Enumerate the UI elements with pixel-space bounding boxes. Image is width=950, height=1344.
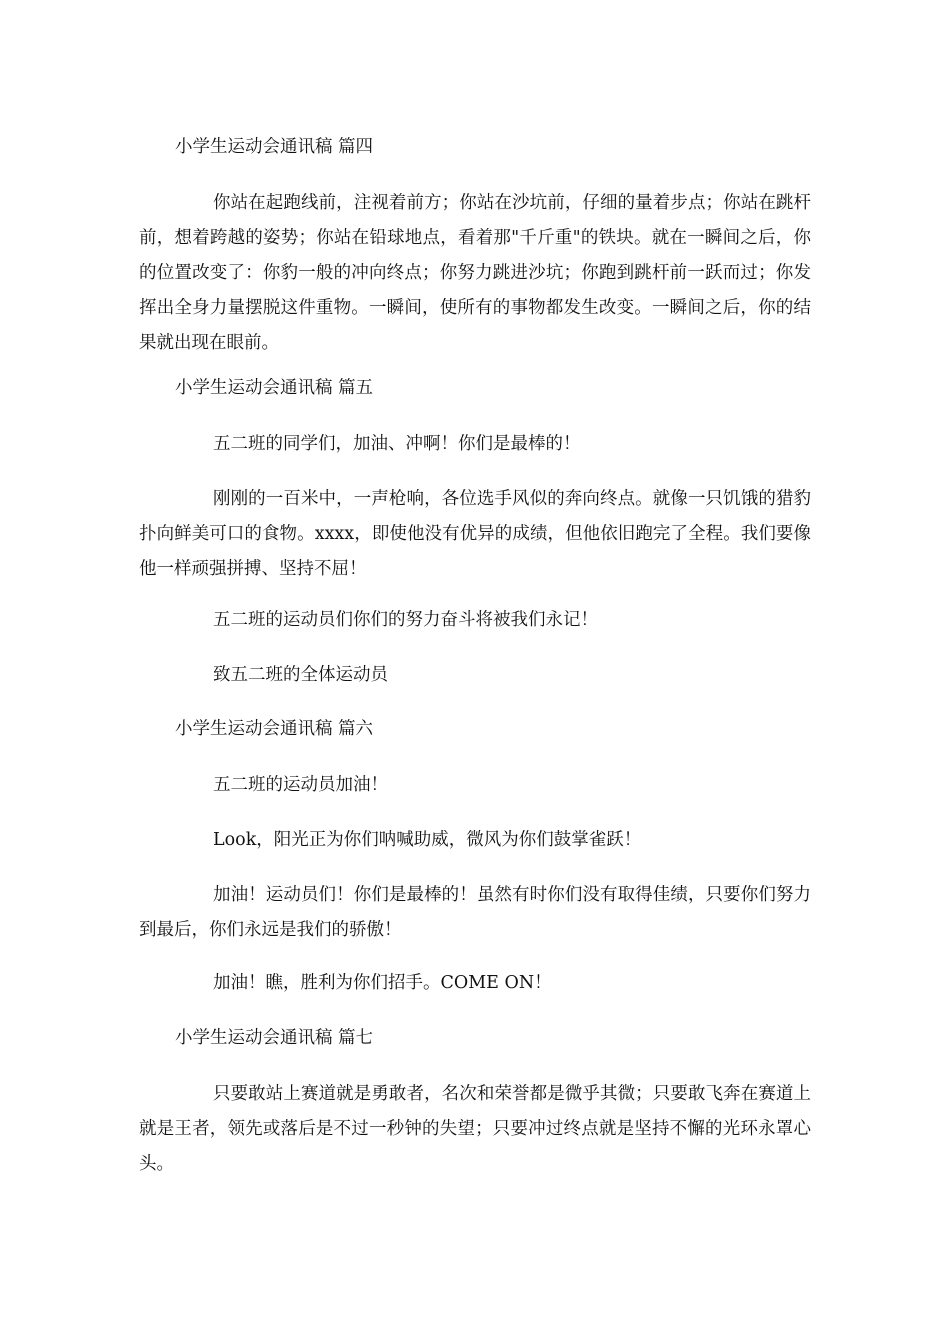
section-heading-6: 小学生运动会通讯稿 篇六 xyxy=(175,719,374,739)
section-6-paragraph-3: 加油！运动员们！你们是最棒的！虽然有时你们没有取得佳绩，只要你们努力到最后，你们永远是我们的骄傲！ xyxy=(139,885,811,940)
section-6-paragraph-4: 加油！瞧，胜利为你们招手。COME ON！ xyxy=(213,973,552,993)
section-5-paragraph-4: 致五二班的全体运动员 xyxy=(213,665,388,685)
section-6-paragraph-2: Look，阳光正为你们呐喊助威，微风为你们鼓掌雀跃！ xyxy=(213,830,642,850)
section-heading-4: 小学生运动会通讯稿 篇四 xyxy=(175,137,374,157)
section-7-paragraph-1: 只要敢站上赛道就是勇敢者，名次和荣誉都是微乎其微；只要敢飞奔在赛道上就是王者，领先或落后是不过一秒钟的失望；只要冲过终点就是坚持不懈的光环永罩心头。 xyxy=(139,1084,811,1174)
section-6-paragraph-1: 五二班的运动员加油！ xyxy=(213,775,388,795)
section-5-paragraph-2: 刚刚的一百米中，一声枪响，各位选手风似的奔向终点。就像一只饥饿的猎豹扑向鲜美可口的食物。xxxx，即使他没有优异的成绩，但他依旧跑完了全程。我们要像他一样顽强拼搏、坚持不屈！ xyxy=(139,489,811,579)
section-heading-7: 小学生运动会通讯稿 篇七 xyxy=(175,1028,374,1048)
section-4-paragraph-1: 你站在起跑线前，注视着前方；你站在沙坑前，仔细的量着步点；你站在跳杆前，想着跨越的姿势；你站在铅球地点，看着那"千斤重"的铁块。就在一瞬间之后，你的位置改变了：你豹一般的冲向终点；你努力跳进沙坑；你跑到跳杆前一跃而过；你发挥出全身力量摆脱这件重物。一瞬间，使所有的事物都发生改变。一瞬间之后，你的结果就出现在眼前。 xyxy=(139,193,811,353)
section-5-paragraph-1: 五二班的同学们，加油、冲啊！你们是最棒的！ xyxy=(213,434,581,454)
section-5-paragraph-3: 五二班的运动员们你们的努力奋斗将被我们永记！ xyxy=(213,610,598,630)
section-heading-5: 小学生运动会通讯稿 篇五 xyxy=(175,378,374,398)
